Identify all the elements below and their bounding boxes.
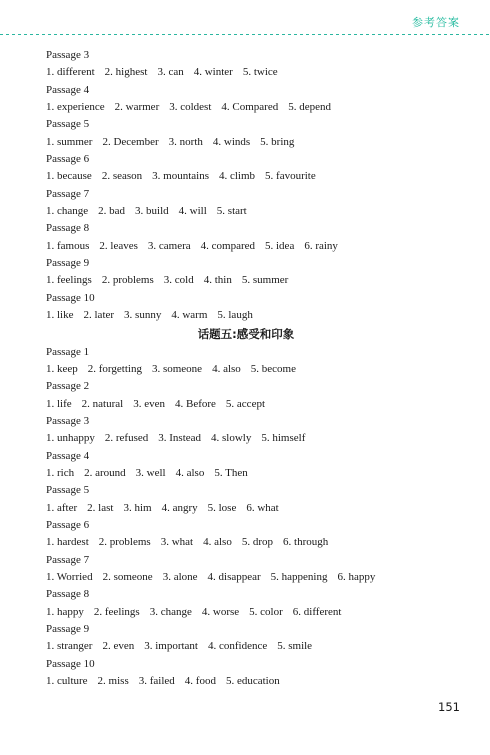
answer-item: 1. different (46, 66, 95, 79)
answer-item: 3. Instead (158, 432, 202, 445)
answer-item: 3. even (133, 397, 165, 410)
passage-label: Passage 7 (46, 553, 90, 566)
answer-item: 4. angry (161, 501, 198, 514)
header-title: 参考答案 (412, 16, 460, 29)
answer-item: 5. start (216, 205, 247, 218)
answer-item: 6. what (246, 501, 279, 514)
passage-label: Passage 6 (46, 153, 90, 166)
answer-line (46, 238, 466, 255)
answer-item: 5. twice (242, 66, 278, 79)
answer-item: 1. summer (46, 135, 93, 148)
answer-item: 4. also (212, 362, 241, 375)
answer-line (46, 307, 466, 324)
answer-line (46, 673, 466, 690)
answer-item: 6. different (292, 605, 342, 618)
answer-line (46, 638, 466, 655)
passage-label: Passage 9 (46, 623, 90, 635)
answer-item: 5. himself (261, 432, 306, 445)
answer-item: 2. December (102, 135, 159, 148)
answer-item: 1. culture (46, 675, 88, 688)
passage-label: Passage 10 (46, 657, 95, 670)
passage-label: Passage 2 (46, 380, 90, 393)
passage-label: Passage 7 (46, 187, 90, 200)
answer-item: 4. food (184, 675, 216, 688)
answer-item: 1. like (46, 309, 74, 322)
answer-item: 4. slowly (211, 432, 252, 445)
answer-item: 1. feelings (46, 274, 92, 287)
answer-item: 3. cold (163, 274, 194, 287)
answer-item: 2. miss (97, 675, 129, 688)
passage-label: Passage 4 (46, 449, 90, 462)
answer-group-2 (46, 344, 466, 691)
answer-item: 3. mountains (152, 170, 209, 183)
answer-item: 4. winds (212, 135, 251, 148)
answer-item: 3. important (144, 640, 198, 653)
passage-label: Passage 1 (46, 345, 90, 358)
answer-item: 1. famous (46, 239, 90, 252)
topic-title: 话题五:感受和印象 (197, 326, 295, 341)
answer-item: 1. rich (46, 466, 75, 479)
answer-item: 3. build (135, 205, 169, 218)
answer-content (46, 47, 466, 690)
answer-item: 5. Then (214, 466, 248, 479)
passage-label: Passage 9 (46, 257, 90, 270)
answer-line (46, 272, 466, 289)
answer-item: 4. will (178, 205, 207, 218)
answer-item: 4. also (203, 536, 232, 549)
answer-item: 1. life (46, 397, 72, 410)
answer-item: 1. keep (46, 362, 78, 375)
page-number: 151 (438, 700, 460, 714)
answer-item: 5. drop (241, 536, 274, 549)
passage-label: Passage 8 (46, 588, 90, 601)
answer-item: 2. season (101, 170, 143, 183)
answer-item: 2. problems (98, 536, 151, 549)
answer-item: 1. after (46, 501, 78, 514)
answer-item: 5. smile (277, 640, 313, 653)
passage-label: Passage 5 (46, 484, 90, 497)
answer-item: 4. Before (174, 397, 216, 410)
answer-item: 5. accept (225, 397, 266, 410)
answer-item: 5. bring (260, 135, 295, 148)
answer-item: 4. thin (203, 274, 232, 287)
passage-label: Passage 10 (46, 291, 95, 304)
answer-item: 2. feelings (93, 605, 140, 618)
answer-item: 5. laugh (217, 309, 253, 322)
answer-item: 2. natural (81, 397, 124, 410)
answer-line (46, 430, 466, 447)
answer-line (46, 396, 466, 413)
answer-line (46, 134, 466, 151)
answer-line (46, 168, 466, 185)
answer-item: 4. climb (218, 170, 256, 183)
answer-item: 2. bad (98, 205, 126, 218)
answer-item: 1. unhappy (46, 432, 95, 445)
answer-item: 5. color (249, 605, 283, 618)
answer-item: 2. last (87, 501, 114, 514)
answer-item: 2. later (83, 309, 115, 322)
answer-item: 3. someone (151, 362, 203, 375)
answer-item: 5. become (250, 362, 296, 375)
answer-item: 4. worse (201, 605, 240, 618)
answer-item: 1. hardest (46, 536, 89, 549)
answer-item: 1. happy (46, 605, 84, 618)
answer-item: 2. refused (104, 432, 149, 445)
answer-item: 3. north (168, 135, 203, 148)
answer-line (46, 604, 466, 621)
passage-label: Passage 3 (46, 414, 90, 427)
answer-line (46, 500, 466, 517)
answer-item: 6. rainy (304, 239, 338, 252)
answer-item: 1. because (46, 170, 92, 183)
answer-item: 5. favourite (265, 170, 316, 183)
answer-item: 1. experience (46, 101, 105, 114)
answer-item: 2. leaves (99, 239, 138, 252)
answer-item: 3. failed (138, 675, 175, 688)
answer-item: 4. Compared (221, 101, 279, 114)
answer-item: 4. also (175, 466, 205, 479)
passage-label: Passage 8 (46, 222, 90, 235)
answer-line (46, 203, 466, 220)
answer-item: 2. someone (102, 570, 153, 583)
answer-item: 3. alone (162, 570, 198, 583)
answer-item: 5. education (225, 675, 280, 688)
answer-item: 4. disappear (207, 570, 261, 583)
answer-item: 5. lose (207, 501, 237, 514)
answer-item: 3. camera (147, 239, 191, 252)
passage-label: Passage 5 (46, 118, 90, 131)
answer-item: 3. well (135, 466, 166, 479)
answer-line (46, 64, 466, 81)
answer-item: 2. even (102, 640, 135, 653)
answer-line (46, 99, 466, 116)
answer-item: 1. Worried (46, 570, 93, 583)
answer-item: 3. can (157, 66, 184, 79)
answer-item: 1. stranger (46, 640, 93, 653)
answer-line (46, 534, 466, 551)
answer-item: 4. confidence (207, 640, 268, 653)
answer-line (46, 361, 466, 378)
answer-item: 2. highest (104, 66, 148, 79)
answer-item: 3. change (149, 605, 192, 618)
answer-group-1 (46, 47, 466, 325)
answer-item: 2. problems (101, 274, 154, 287)
answer-item: 3. sunny (124, 309, 162, 322)
answer-item: 6. through (283, 536, 329, 549)
answer-item: 5. idea (265, 239, 295, 252)
answer-item: 3. coldest (169, 101, 212, 114)
answer-item: 2. around (84, 466, 126, 479)
passage-label: Passage 6 (46, 518, 90, 531)
passage-label: Passage 3 (46, 49, 90, 61)
header-divider (0, 34, 490, 35)
answer-line (46, 465, 466, 482)
answer-item: 2. warmer (114, 101, 160, 114)
answer-item: 5. depend (288, 101, 331, 114)
answer-item: 3. him (123, 501, 152, 514)
answer-item: 5. happening (270, 570, 328, 583)
answer-item: 2. forgetting (87, 362, 142, 375)
answer-item: 4. winter (193, 66, 233, 79)
answer-item: 6. happy (337, 570, 376, 583)
answer-item: 5. summer (241, 274, 289, 287)
answer-item: 4. compared (200, 239, 255, 252)
answer-item: 4. warm (171, 309, 208, 322)
answer-item: 1. change (46, 205, 89, 218)
answer-line (46, 569, 466, 586)
answer-item: 3. what (160, 536, 194, 549)
passage-label: Passage 4 (46, 83, 90, 96)
